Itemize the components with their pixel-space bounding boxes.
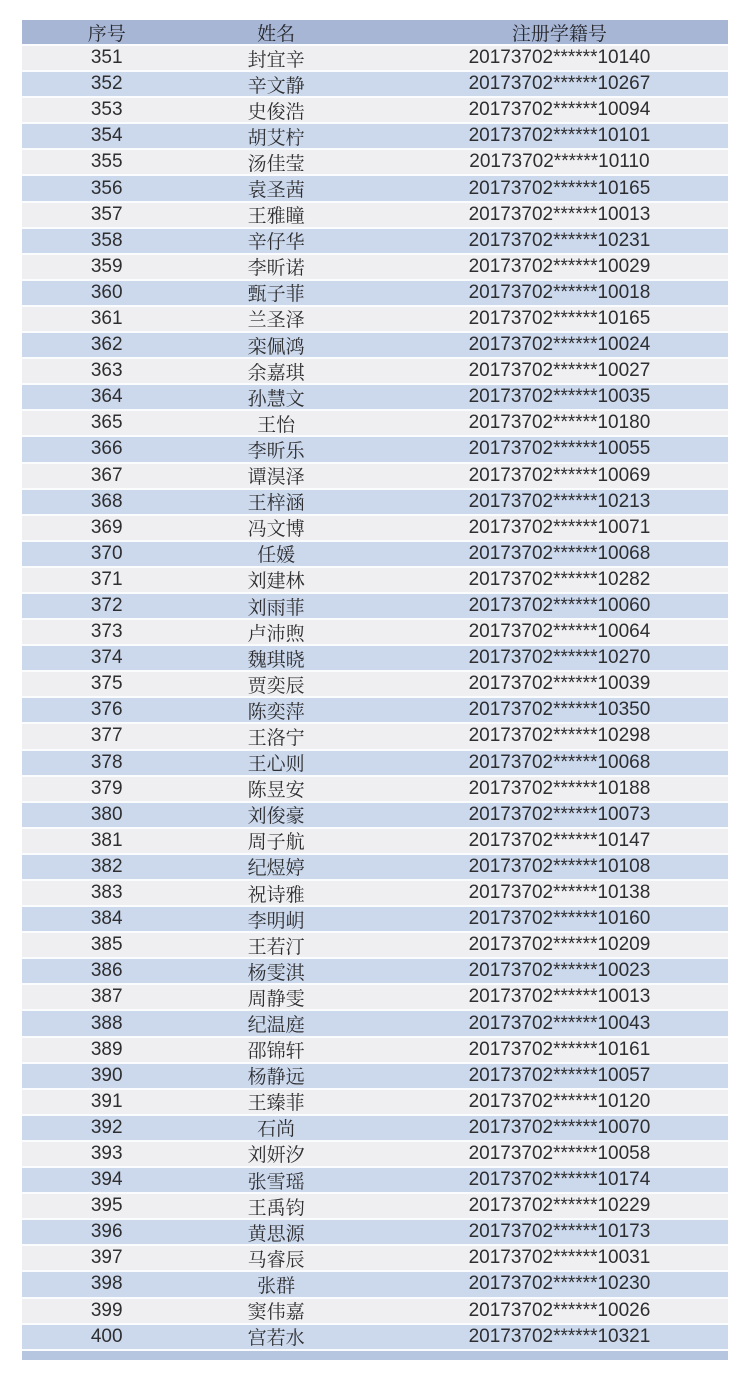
name-cell: 余嘉琪	[247, 362, 305, 384]
student-id-cell: 20173702******10058	[468, 1142, 651, 1164]
table-row	[22, 1038, 728, 1064]
name-cell: 王洛宁	[247, 727, 305, 749]
student-id-cell: 20173702******10160	[468, 908, 651, 930]
serial-cell: 352	[90, 73, 123, 95]
student-id-cell: 20173702******10073	[468, 803, 651, 825]
serial-cell: 363	[90, 360, 123, 382]
serial-cell: 386	[90, 960, 123, 982]
serial-cell: 400	[90, 1325, 123, 1347]
student-id-cell: 20173702******10060	[468, 595, 651, 617]
table-row	[22, 464, 728, 490]
name-cell: 刘妍汐	[247, 1145, 305, 1167]
table-row	[22, 568, 728, 594]
serial-cell: 394	[90, 1169, 123, 1191]
student-id-cell: 20173702******10013	[468, 203, 651, 225]
name-cell: 张群	[257, 1275, 296, 1297]
serial-cell: 360	[90, 281, 123, 303]
table-row	[22, 1064, 728, 1090]
name-cell: 陈奕萍	[247, 701, 305, 723]
student-id-cell: 20173702******10057	[468, 1064, 651, 1086]
student-id-cell: 20173702******10229	[468, 1195, 651, 1217]
serial-cell: 368	[90, 490, 123, 512]
table-row	[22, 1194, 728, 1220]
student-id-cell: 20173702******10213	[468, 490, 651, 512]
name-cell: 贾奕辰	[247, 675, 305, 697]
serial-cell: 398	[90, 1273, 123, 1295]
serial-cell: 399	[90, 1299, 123, 1321]
serial-cell: 371	[90, 568, 123, 590]
name-cell: 任媛	[257, 545, 296, 567]
name-cell: 冯文博	[247, 519, 305, 541]
name-cell: 王禹钧	[247, 1197, 305, 1219]
table-row	[22, 437, 728, 463]
table-row	[22, 176, 728, 202]
name-cell: 王心则	[247, 754, 305, 776]
name-cell: 李昕乐	[247, 440, 305, 462]
student-id-cell: 20173702******10174	[468, 1169, 651, 1191]
serial-cell: 385	[90, 934, 123, 956]
name-cell: 周子航	[247, 832, 305, 854]
serial-cell: 376	[90, 699, 123, 721]
table-row	[22, 1325, 728, 1351]
name-cell: 周静雯	[247, 988, 305, 1010]
student-id-cell: 20173702******10188	[468, 777, 651, 799]
table-row	[22, 203, 728, 229]
table-row	[22, 751, 728, 777]
student-id-cell: 20173702******10039	[468, 673, 651, 695]
student-id-cell: 20173702******10298	[468, 725, 651, 747]
name-cell: 马睿辰	[247, 1249, 305, 1271]
student-id-cell: 20173702******10120	[468, 1090, 651, 1112]
table-row	[22, 672, 728, 698]
name-cell: 袁圣茜	[247, 180, 305, 202]
student-id-cell: 20173702******10026	[468, 1299, 651, 1321]
serial-cell: 397	[90, 1247, 123, 1269]
name-cell: 陈昱安	[247, 780, 305, 802]
student-id-cell: 20173702******10180	[468, 412, 651, 434]
name-cell: 李昕诺	[247, 258, 305, 280]
serial-cell: 387	[90, 986, 123, 1008]
student-id-cell: 20173702******10031	[468, 1247, 651, 1269]
name-cell: 孙慧文	[247, 388, 305, 410]
name-cell: 兰圣泽	[247, 310, 305, 332]
student-id-cell: 20173702******10043	[468, 1012, 651, 1034]
table-row	[22, 803, 728, 829]
table-row	[22, 46, 728, 72]
student-id-cell: 20173702******10230	[468, 1273, 651, 1295]
table-row	[22, 646, 728, 672]
serial-cell: 354	[90, 125, 123, 147]
table-row	[22, 490, 728, 516]
table-row	[22, 411, 728, 437]
name-cell: 王臻菲	[247, 1093, 305, 1115]
student-id-cell: 20173702******10270	[468, 647, 651, 669]
serial-cell: 374	[90, 647, 123, 669]
student-id-cell: 20173702******10068	[468, 751, 651, 773]
table-row	[22, 72, 728, 98]
table-row	[22, 698, 728, 724]
table-row	[22, 1246, 728, 1272]
student-id-cell: 20173702******10147	[468, 829, 651, 851]
table-row	[22, 1299, 728, 1325]
name-cell: 宫若水	[247, 1328, 305, 1350]
serial-cell: 353	[90, 99, 123, 121]
student-id-cell: 20173702******10161	[468, 1038, 651, 1060]
student-id-cell: 20173702******10209	[468, 934, 651, 956]
student-id-cell: 20173702******10231	[468, 229, 651, 251]
table-row	[22, 307, 728, 333]
name-cell: 黄思源	[247, 1223, 305, 1245]
serial-cell: 355	[90, 151, 123, 173]
table-row	[22, 829, 728, 855]
serial-cell: 364	[90, 386, 123, 408]
name-cell: 祝诗雅	[247, 884, 305, 906]
column-header-serial: 序号	[87, 23, 126, 45]
serial-cell: 384	[90, 908, 123, 930]
name-cell: 邵锦轩	[247, 1041, 305, 1063]
table-row	[22, 229, 728, 255]
table-row	[22, 98, 728, 124]
name-cell: 封宜辛	[247, 49, 305, 71]
name-cell: 胡艾柠	[247, 127, 305, 149]
table-row	[22, 1090, 728, 1116]
table-row	[22, 1116, 728, 1142]
serial-cell: 396	[90, 1221, 123, 1243]
serial-cell: 365	[90, 412, 123, 434]
table-row	[22, 933, 728, 959]
student-id-cell: 20173702******10267	[468, 73, 651, 95]
column-header-name: 姓名	[257, 23, 296, 45]
student-id-cell: 20173702******10173	[468, 1221, 651, 1243]
serial-cell: 383	[90, 882, 123, 904]
name-cell: 李明岄	[247, 910, 305, 932]
student-id-cell: 20173702******10068	[468, 542, 651, 564]
student-id-cell: 20173702******10024	[468, 334, 651, 356]
student-id-cell: 20173702******10350	[468, 699, 651, 721]
serial-cell: 395	[90, 1195, 123, 1217]
table-row	[22, 124, 728, 150]
name-cell: 汤佳莹	[247, 153, 305, 175]
table-row	[22, 985, 728, 1011]
serial-cell: 369	[90, 516, 123, 538]
serial-cell: 388	[90, 1012, 123, 1034]
student-id-cell: 20173702******10108	[468, 855, 651, 877]
student-id-cell: 20173702******10013	[468, 986, 651, 1008]
table-row	[22, 881, 728, 907]
table-row	[22, 359, 728, 385]
table-row	[22, 1272, 728, 1298]
serial-cell: 381	[90, 829, 123, 851]
serial-cell: 358	[90, 229, 123, 251]
serial-cell: 366	[90, 438, 123, 460]
serial-cell: 391	[90, 1090, 123, 1112]
table-row	[22, 907, 728, 933]
serial-cell: 380	[90, 803, 123, 825]
student-id-cell: 20173702******10321	[468, 1325, 651, 1347]
table-row	[22, 594, 728, 620]
table-row	[22, 1142, 728, 1168]
serial-cell: 393	[90, 1142, 123, 1164]
name-cell: 卢沛煦	[247, 623, 305, 645]
name-cell: 刘雨菲	[247, 597, 305, 619]
table-row	[22, 1011, 728, 1037]
student-id-cell: 20173702******10064	[468, 621, 651, 643]
name-cell: 窦伟嘉	[247, 1302, 305, 1324]
serial-cell: 362	[90, 334, 123, 356]
name-cell: 辛仔华	[247, 232, 305, 254]
name-cell: 刘俊豪	[247, 806, 305, 828]
serial-cell: 373	[90, 621, 123, 643]
column-header-student-id: 注册学籍号	[511, 23, 607, 45]
name-cell: 纪煜婷	[247, 858, 305, 880]
student-id-cell: 20173702******10018	[468, 281, 651, 303]
student-id-cell: 20173702******10069	[468, 464, 651, 486]
name-cell: 魏琪晓	[247, 649, 305, 671]
table-row	[22, 281, 728, 307]
name-cell: 纪温庭	[247, 1015, 305, 1037]
table-row	[22, 255, 728, 281]
student-id-cell: 20173702******10055	[468, 438, 651, 460]
serial-cell: 359	[90, 255, 123, 277]
student-id-cell: 20173702******10023	[468, 960, 651, 982]
serial-cell: 357	[90, 203, 123, 225]
student-id-cell: 20173702******10035	[468, 386, 651, 408]
name-cell: 辛文静	[247, 75, 305, 97]
serial-cell: 382	[90, 855, 123, 877]
student-id-cell: 20173702******10094	[468, 99, 651, 121]
serial-cell: 375	[90, 673, 123, 695]
name-cell: 栾佩鸿	[247, 336, 305, 358]
serial-cell: 377	[90, 725, 123, 747]
name-cell: 刘建林	[247, 571, 305, 593]
name-cell: 王怡	[257, 414, 296, 436]
serial-cell: 379	[90, 777, 123, 799]
table-body	[22, 46, 728, 1351]
table-row	[22, 724, 728, 750]
table-row	[22, 1168, 728, 1194]
serial-cell: 389	[90, 1038, 123, 1060]
student-id-cell: 20173702******10027	[468, 360, 651, 382]
name-cell: 杨静远	[247, 1067, 305, 1089]
serial-cell: 361	[90, 307, 123, 329]
roster-table	[22, 20, 728, 1360]
table-row	[22, 777, 728, 803]
serial-cell: 351	[90, 47, 123, 69]
student-id-cell: 20173702******10110	[469, 151, 650, 173]
student-id-cell: 20173702******10070	[468, 1116, 651, 1138]
serial-cell: 356	[90, 177, 123, 199]
table-row	[22, 620, 728, 646]
table-row	[22, 150, 728, 176]
serial-cell: 372	[90, 595, 123, 617]
table-footer-bar	[22, 1351, 728, 1360]
name-cell: 谭淏泽	[247, 467, 305, 489]
name-cell: 史俊浩	[247, 101, 305, 123]
table-row	[22, 333, 728, 359]
table-row	[22, 855, 728, 881]
name-cell: 杨雯淇	[247, 962, 305, 984]
serial-cell: 370	[90, 542, 123, 564]
name-cell: 王雅瞳	[247, 206, 305, 228]
student-id-cell: 20173702******10029	[468, 255, 651, 277]
name-cell: 王梓涵	[247, 493, 305, 515]
student-id-cell: 20173702******10165	[468, 307, 651, 329]
student-id-cell: 20173702******10282	[468, 568, 651, 590]
name-cell: 张雪瑶	[247, 1171, 305, 1193]
serial-cell: 378	[90, 751, 123, 773]
table-row	[22, 516, 728, 542]
student-id-cell: 20173702******10101	[468, 125, 651, 147]
name-cell: 王若汀	[247, 936, 305, 958]
table-row	[22, 542, 728, 568]
table-header	[22, 20, 728, 46]
table-row	[22, 959, 728, 985]
name-cell: 甄子菲	[247, 284, 305, 306]
student-id-cell: 20173702******10071	[468, 516, 651, 538]
student-id-cell: 20173702******10138	[468, 882, 651, 904]
student-id-cell: 20173702******10140	[468, 47, 651, 69]
table-row	[22, 1220, 728, 1246]
student-id-cell: 20173702******10165	[468, 177, 651, 199]
table-row	[22, 385, 728, 411]
serial-cell: 390	[90, 1064, 123, 1086]
name-cell: 石尚	[257, 1119, 296, 1141]
serial-cell: 392	[90, 1116, 123, 1138]
serial-cell: 367	[90, 464, 123, 486]
